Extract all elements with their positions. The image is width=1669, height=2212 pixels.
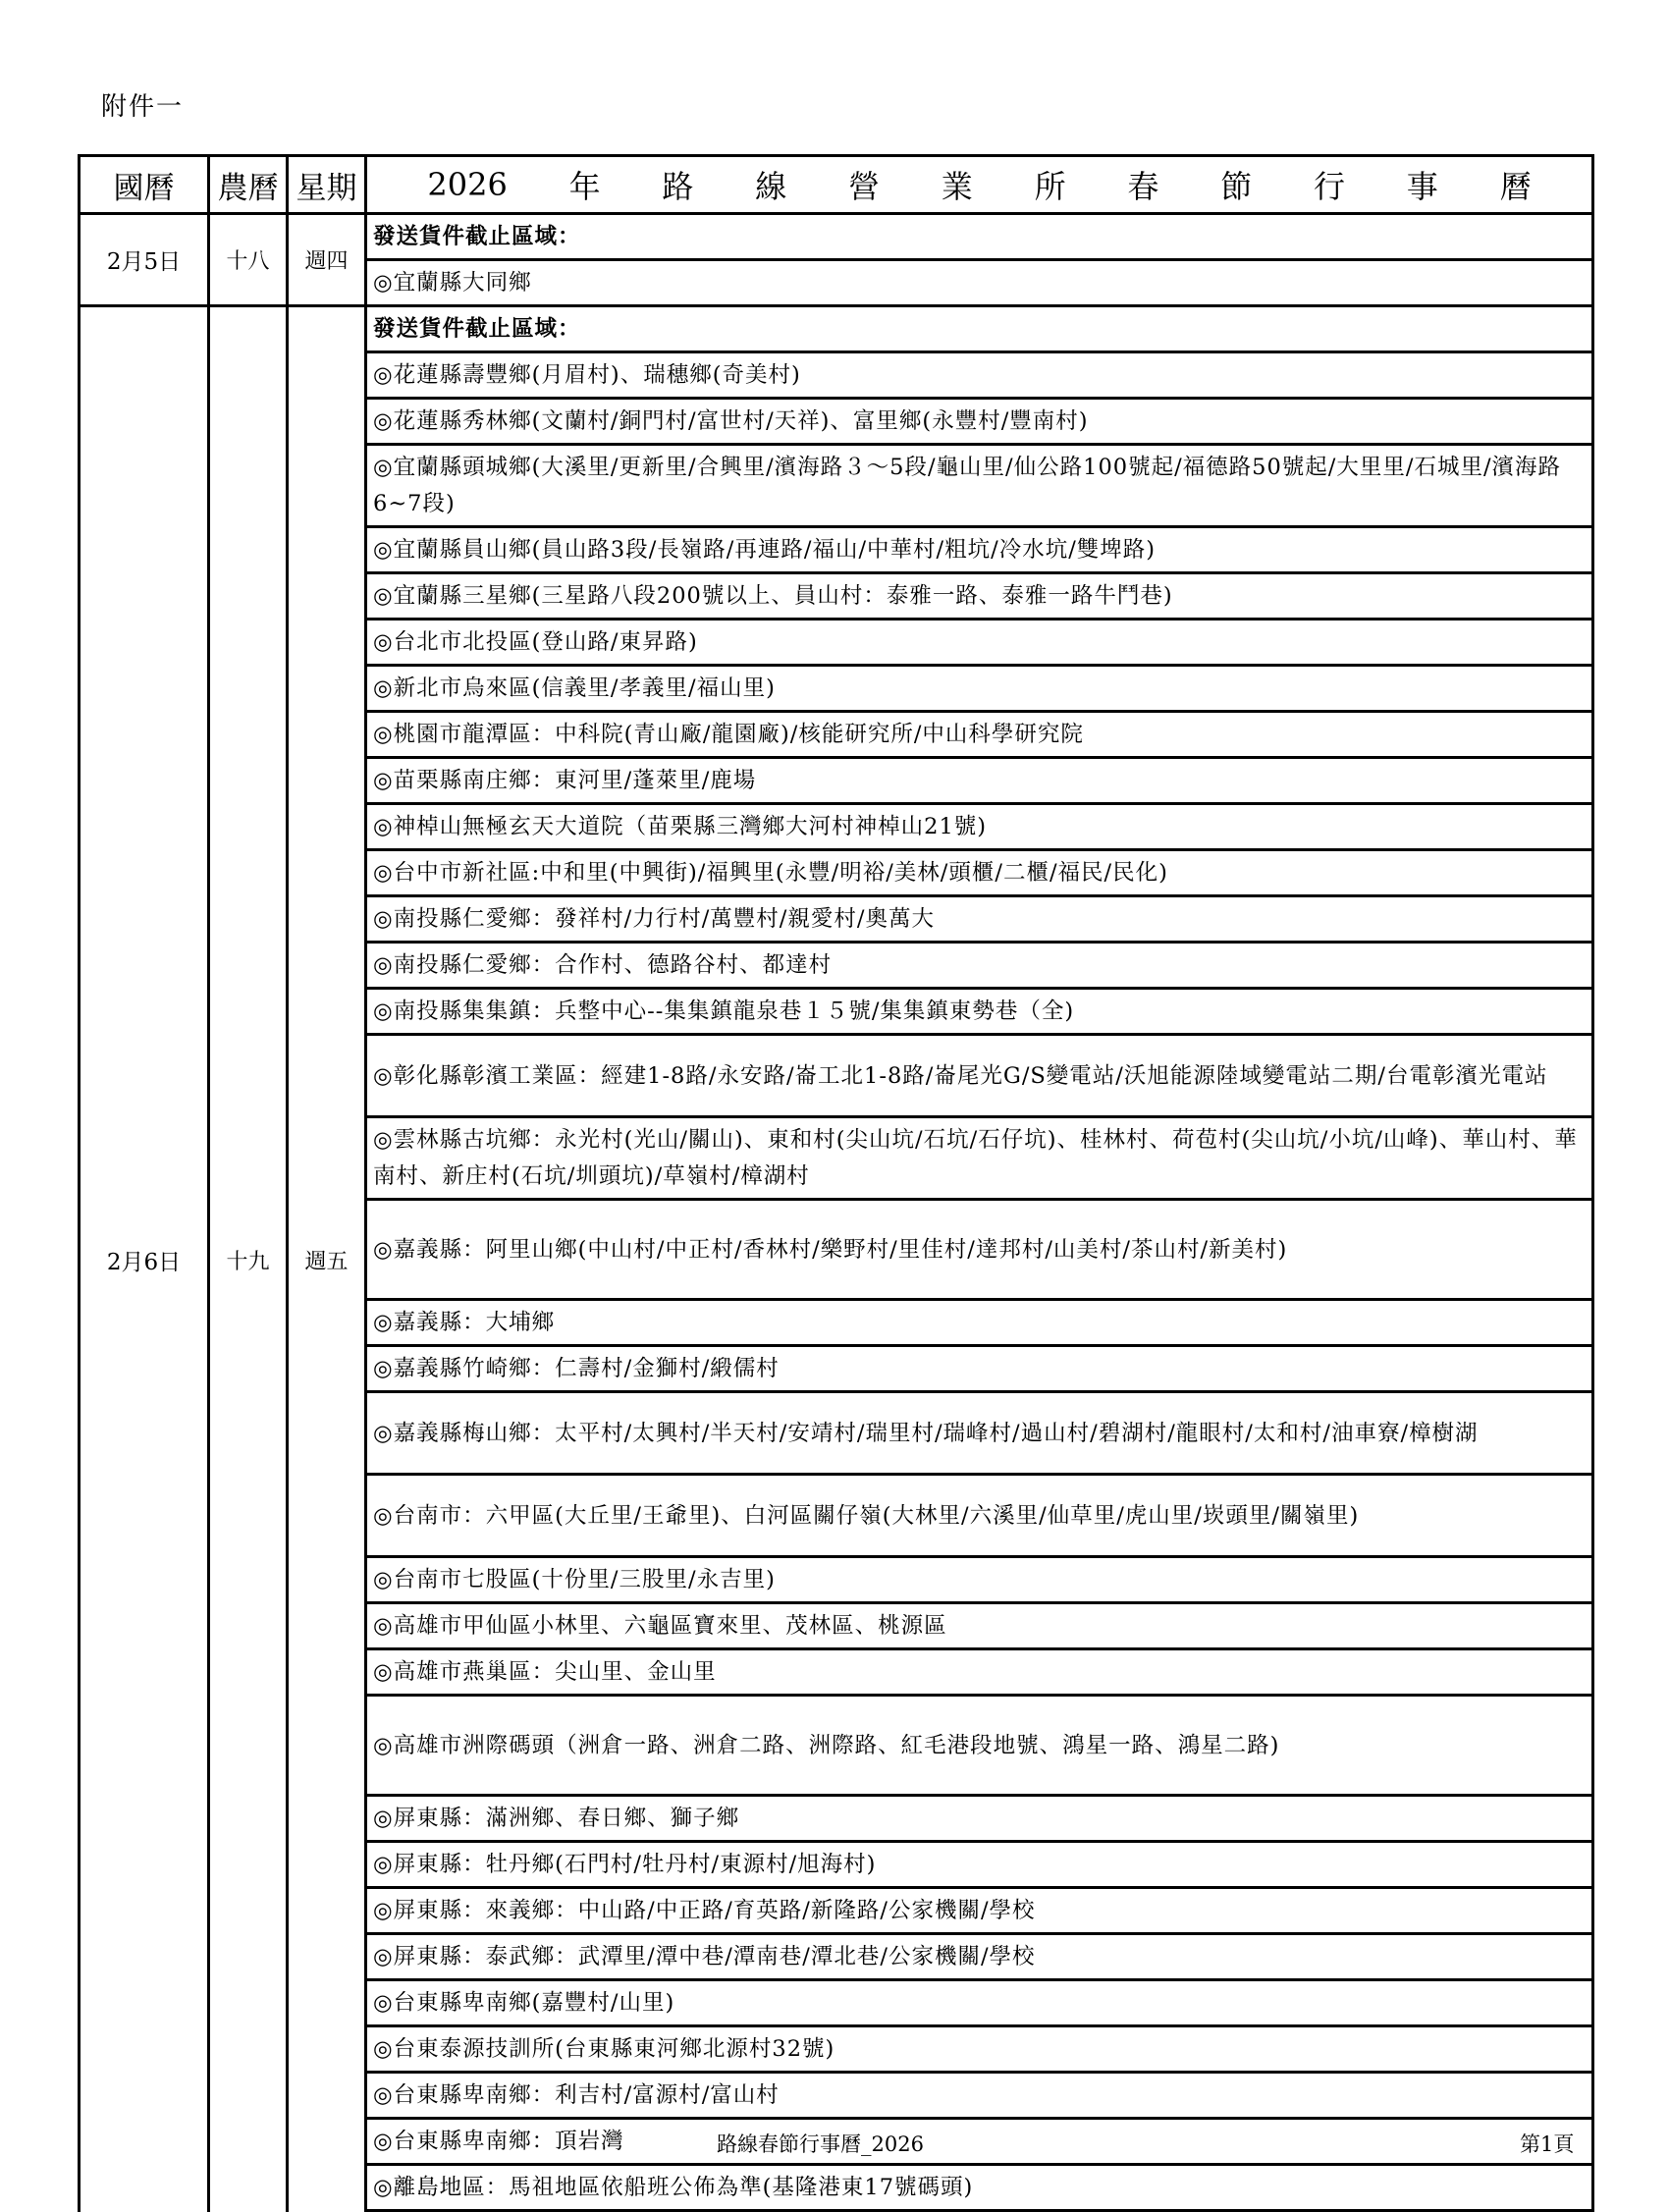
header-solar-date: 國曆 [81, 157, 210, 212]
header-title [367, 157, 1591, 212]
day-row-feb5 [78, 215, 1594, 307]
title-part: 節 [1220, 168, 1253, 205]
list-item: ◎嘉義縣竹崎鄉：仁壽村/金獅村/緞儒村 [367, 1347, 1591, 1393]
entries-cell [367, 215, 1594, 304]
list-item: ◎南投縣集集鎮：兵整中心--集集鎮龍泉巷１５號/集集鎮東勢巷（全) [367, 990, 1591, 1036]
list-item: ◎高雄市甲仙區小林里、六龜區寶來里、茂林區、桃源區 [367, 1604, 1591, 1650]
list-item: ◎嘉義縣：阿里山鄉(中山村/中正村/香林村/樂野村/里佳村/達邦村/山美村/茶山村/新美村) [367, 1201, 1591, 1301]
day-row-feb6 [78, 307, 1594, 2212]
header-weekday: 星期 [289, 157, 367, 212]
list-item: ◎台中市新社區:中和里(中興街)/福興里(永豐/明裕/美林/頭櫃/二櫃/福民/民化) [367, 851, 1591, 897]
title-part: 曆 [1499, 168, 1532, 205]
title-part: 線 [755, 168, 787, 205]
list-item: ◎台東縣卑南鄉：頂岩灣 [367, 2120, 1591, 2166]
title-part: 事 [1406, 168, 1438, 205]
title-part: 2026 [427, 166, 508, 203]
list-item: ◎宜蘭縣頭城鄉(大溪里/更新里/合興里/濱海路３～5段/龜山里/仙公路100號起/福德路50號起/大里里/石城里/濱海路6~7段) [367, 446, 1591, 528]
list-item: ◎宜蘭縣三星鄉(三星路八段200號以上、員山村：泰雅一路、泰雅一路牛鬥巷) [367, 574, 1591, 620]
list-item: ◎台北市北投區(登山路/東昇路) [367, 620, 1591, 667]
list-item: ◎台東縣卑南鄉：利吉村/富源村/富山村 [367, 2074, 1591, 2120]
title-part: 業 [941, 168, 973, 205]
annex-label: 附件一 [101, 92, 185, 122]
weekday-cell: 週四 [289, 215, 367, 304]
list-item: ◎彰化縣彰濱工業區：經建1-8路/永安路/崙工北1-8路/崙尾光G/S變電站/沃旭能源陸域變電站二期/台電彰濱光電站 [367, 1036, 1591, 1118]
header-lunar-date: 農曆 [210, 157, 289, 212]
list-item: ◎雲林縣古坑鄉：永光村(光山/關山)、東和村(尖山坑/石坑/石仔坑)、桂林村、荷苞村(尖山坑/小坑/山峰)、華山村、華南村、新庄村(石坑/圳頭坑)/草嶺村/樟湖村 [367, 1118, 1591, 1201]
list-item: ◎花蓮縣壽豐鄉(月眉村)、瑞穗鄉(奇美村) [367, 353, 1591, 400]
list-item: ◎神棹山無極玄天大道院（苗栗縣三灣鄉大河村神棹山21號) [367, 805, 1591, 851]
footer-page-number: 第1頁 [1520, 2132, 1575, 2156]
list-item: ◎宜蘭縣員山鄉(員山路3段/長嶺路/再連路/福山/中華村/粗坑/冷水坑/雙埤路) [367, 528, 1591, 574]
list-item: ◎南投縣仁愛鄉：合作村、德路谷村、都達村 [367, 944, 1591, 990]
list-item: ◎嘉義縣：大埔鄉 [367, 1301, 1591, 1347]
list-item: ◎苗栗縣南庄鄉：東河里/蓬萊里/鹿場 [367, 759, 1591, 805]
list-item: ◎嘉義縣梅山鄉：太平村/太興村/半天村/安靖村/瑞里村/瑞峰村/過山村/碧湖村/龍眼村/太和村/油車寮/樟樹湖 [367, 1393, 1591, 1476]
list-item: ◎屏東縣：牡丹鄉(石門村/牡丹村/東源村/旭海村) [367, 1843, 1591, 1889]
lunar-date-cell: 十九 [210, 307, 289, 2212]
footer-title: 路線春節行事曆_2026 [717, 2132, 924, 2156]
list-item: ◎南投縣仁愛鄉：發祥村/力行村/萬豐村/親愛村/奧萬大 [367, 897, 1591, 944]
list-item: ◎宜蘭縣大同鄉 [373, 270, 532, 296]
list-item: ◎台東泰源技訓所(台東縣東河鄉北源村32號) [367, 2027, 1591, 2074]
list-item: ◎台南市：六甲區(大丘里/王爺里)、白河區關仔嶺(大林里/六溪里/仙草里/虎山里/崁頭里/關嶺里) [367, 1476, 1591, 1558]
list-item: ◎屏東縣：來義鄉：中山路/中正路/育英路/新隆路/公家機關/學校 [367, 1889, 1591, 1935]
title-part: 路 [662, 168, 694, 205]
title-part: 營 [848, 168, 881, 205]
list-item: ◎屏東縣：滿洲鄉、春日鄉、獅子鄉 [367, 1797, 1591, 1843]
list-item: ◎高雄市洲際碼頭（洲倉一路、洲倉二路、洲際路、紅毛港段地號、鴻星一路、鴻星二路) [367, 1697, 1591, 1797]
spring-festival-calendar-table [78, 154, 1594, 2212]
table-header-row [78, 154, 1594, 215]
entries-cell [367, 307, 1594, 2212]
list-item: ◎台東縣卑南鄉(嘉豐村/山里) [367, 1981, 1591, 2027]
lunar-date-cell: 十八 [210, 215, 289, 304]
list-item: ◎桃園市龍潭區：中科院(青山廠/龍園廠)/核能研究所/中山科學研究院 [367, 713, 1591, 759]
title-part: 春 [1127, 168, 1159, 205]
section-label: 發送貨件截止區域： [367, 215, 1591, 261]
solar-date-cell: 2月5日 [81, 215, 210, 304]
list-item: ◎台南市七股區(十份里/三股里/永吉里) [367, 1558, 1591, 1604]
list-item: ◎新北市烏來區(信義里/孝義里/福山里) [367, 667, 1591, 713]
list-item: ◎屏東縣：泰武鄉：武潭里/潭中巷/潭南巷/潭北巷/公家機關/學校 [367, 1935, 1591, 1981]
title-part: 年 [568, 168, 601, 205]
section-label: 發送貨件截止區域： [367, 307, 1591, 353]
title-part: 所 [1034, 168, 1066, 205]
weekday-cell: 週五 [289, 307, 367, 2212]
list-item: ◎高雄市燕巢區：尖山里、金山里 [367, 1650, 1591, 1697]
solar-date-cell: 2月6日 [81, 307, 210, 2212]
list-item: ◎離島地區：馬祖地區依船班公佈為準(基隆港東17號碼頭) [373, 2175, 974, 2200]
title-part: 行 [1313, 168, 1345, 205]
list-item: ◎花蓮縣秀林鄉(文蘭村/銅門村/富世村/天祥)、富里鄉(永豐村/豐南村) [367, 400, 1591, 446]
